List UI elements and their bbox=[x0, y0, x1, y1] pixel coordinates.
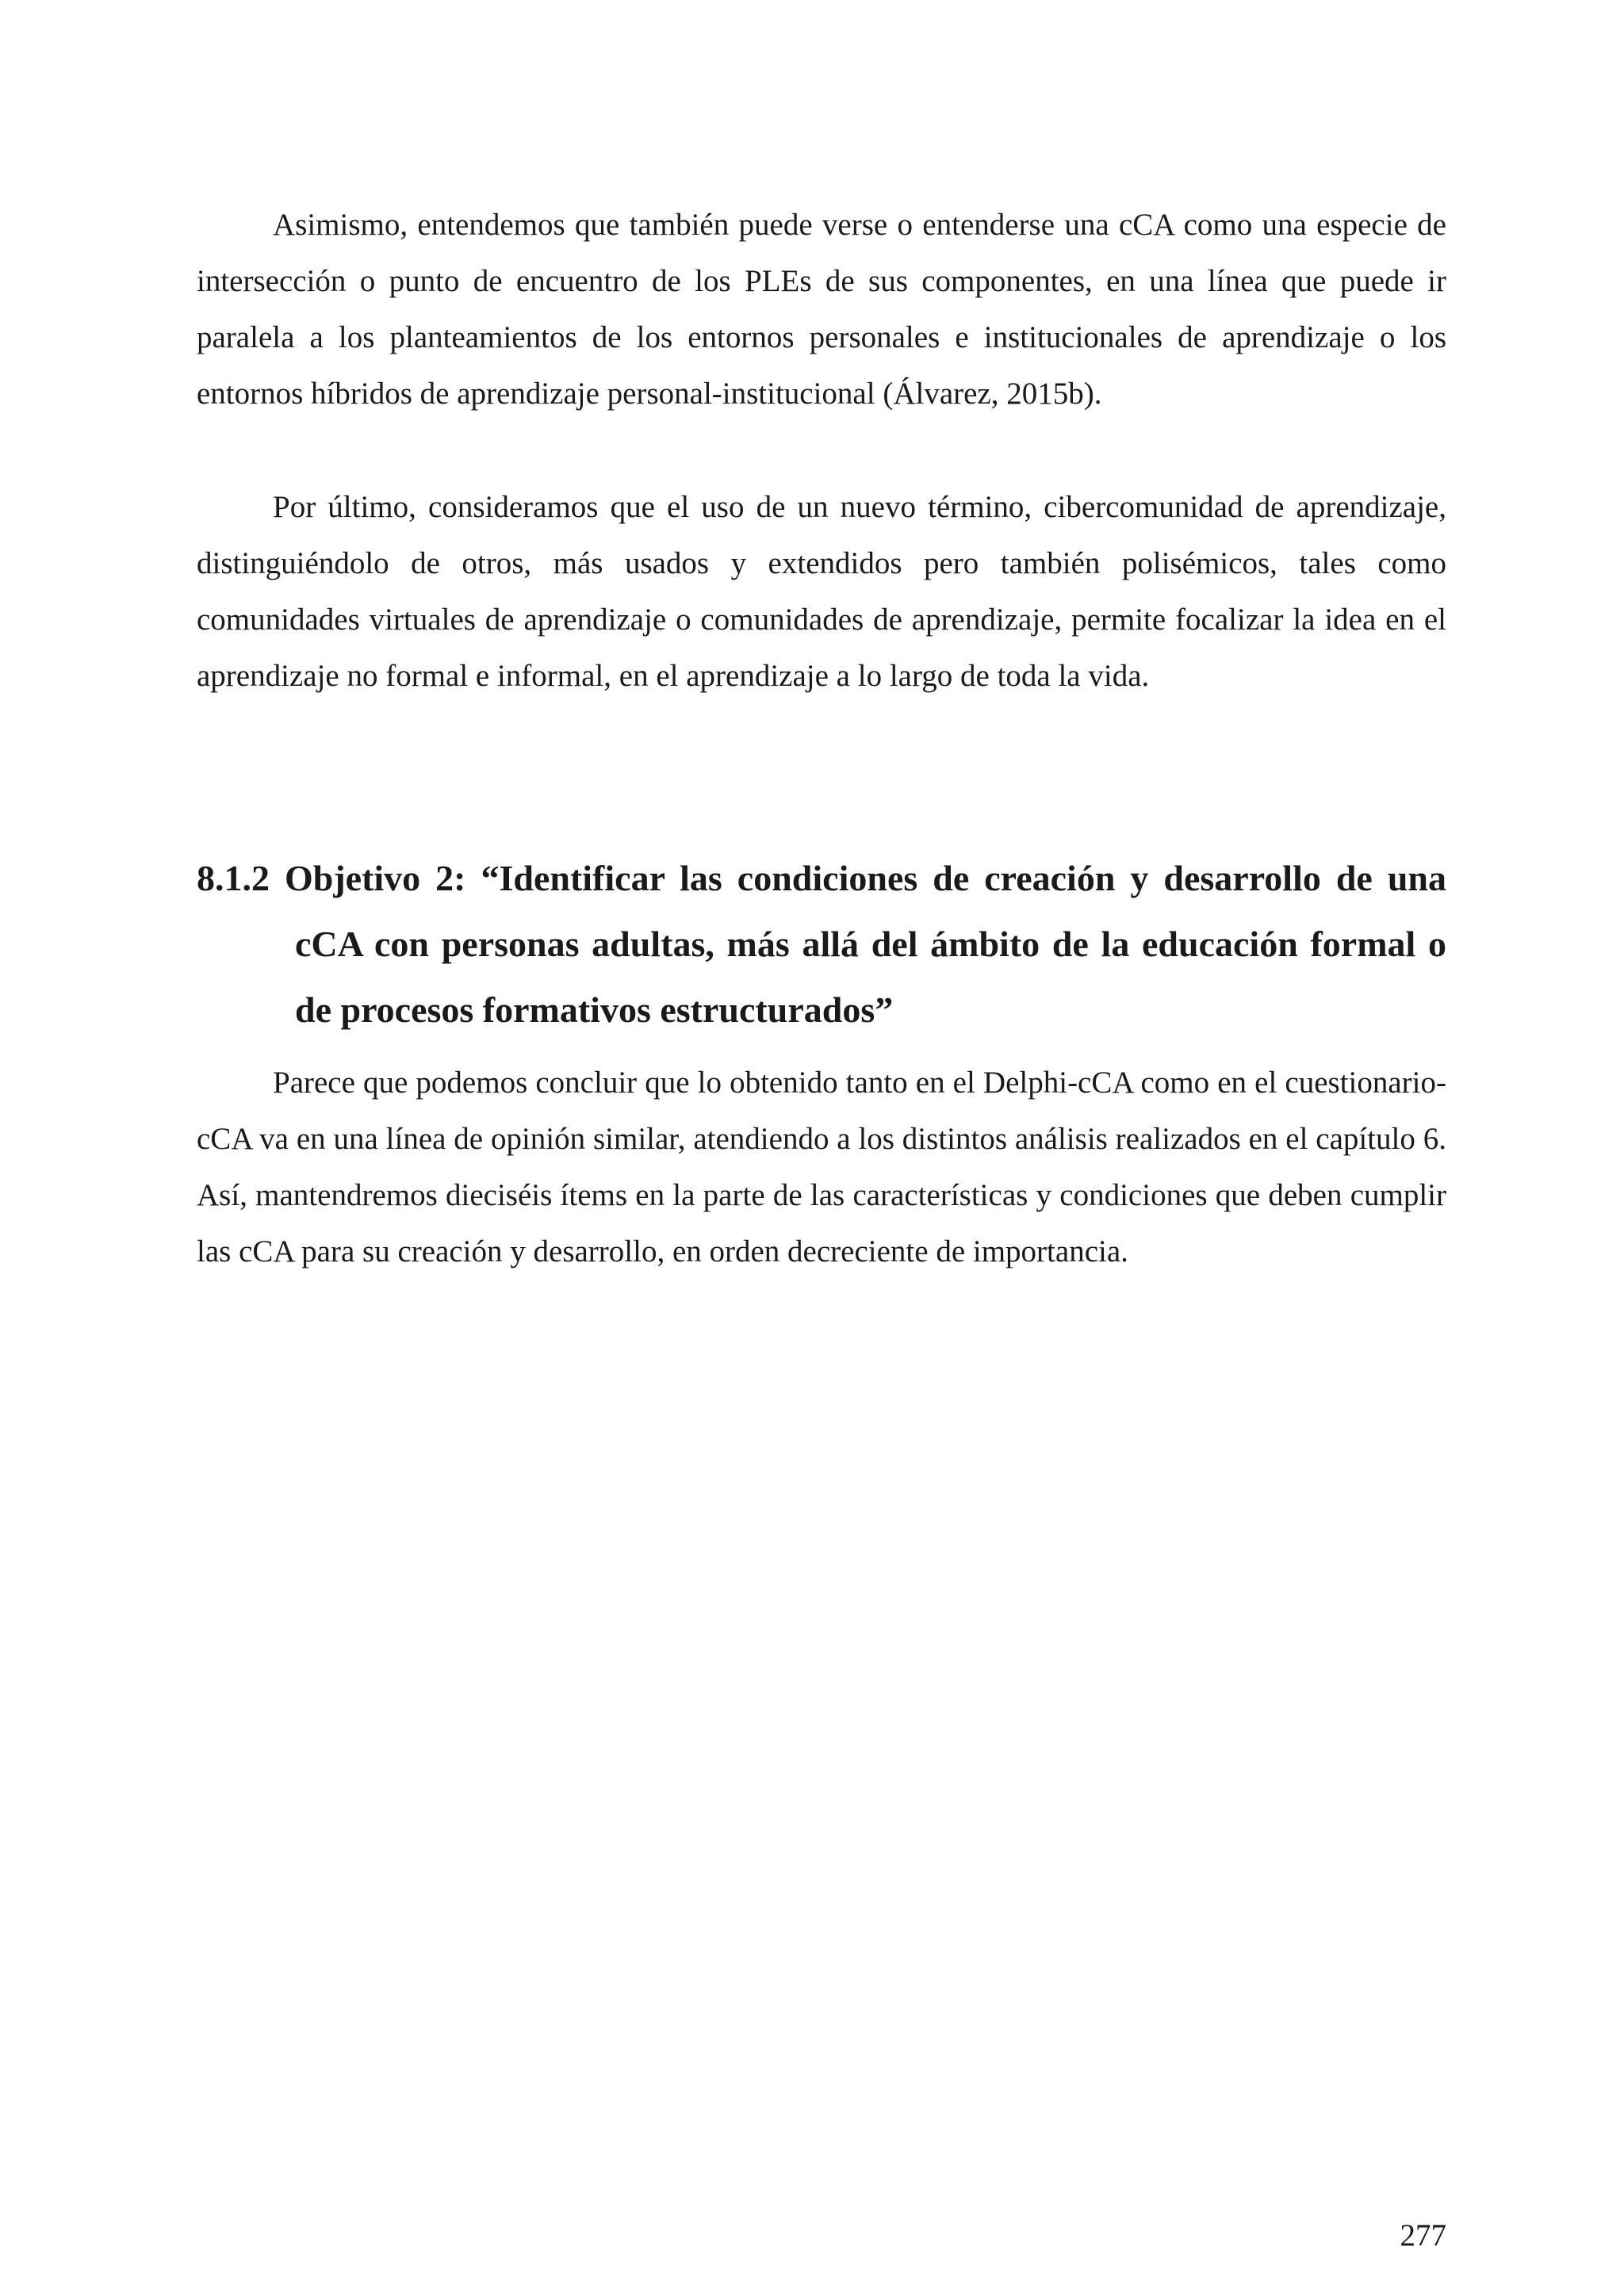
section-heading: 8.1.2 Objetivo 2: “Identificar las condiciones de creación y desarrollo de una cCA con personas adultas, más allá del ámbito de la educación formal o de procesos formativos estructurados” bbox=[197, 858, 1446, 1030]
body-paragraph-2: Por último, consideramos que el uso de un nuevo término, cibercomunidad de aprendizaje, distinguiéndolo de otros, más usados y extendidos pero también polisémicos, tales como comunidades virtuales de aprendizaje o comunidades de aprendizaje, permite focalizar la idea en el aprendizaje no formal e informal, en el aprendizaje a lo largo de toda la vida. bbox=[197, 490, 1446, 693]
page-number: 277 bbox=[1400, 2218, 1446, 2252]
section-paragraph: Parece que podemos concluir que lo obtenido tanto en el Delphi-cCA como en el cuestionario-cCA va en una línea de opinión similar, atendiendo a los distintos análisis realizados en el capítulo 6. Así, mantendremos dieciséis ítems en la parte de las características y condiciones que deben cumplir las cCA para su creación y desarrollo, en orden decreciente de importancia. bbox=[197, 1066, 1446, 1269]
body-paragraph-1: Asimismo, entendemos que también puede verse o entenderse una cCA como una especie de intersección o punto de encuentro de los PLEs de sus componentes, en una línea que puede ir paralela a los planteamientos de los entornos personales e institucionales de aprendizaje o los entornos híbridos de aprendizaje personal-institucional (Álvarez, 2015b). bbox=[197, 208, 1446, 411]
